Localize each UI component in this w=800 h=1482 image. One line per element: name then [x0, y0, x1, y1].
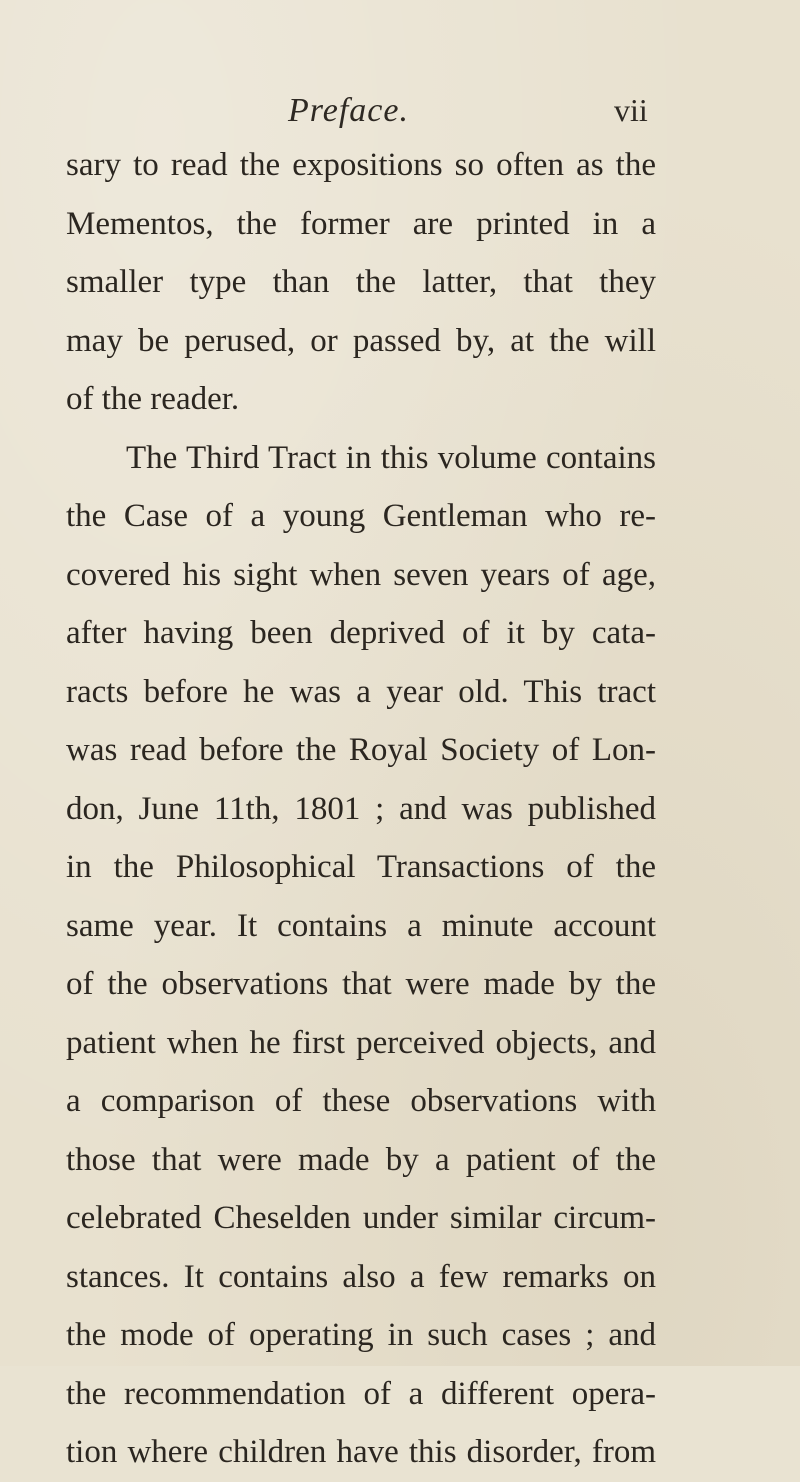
- text-line: racts before he was a year old. This tract: [66, 673, 656, 710]
- text-line: tion where children have this disorder, from: [66, 1434, 656, 1470]
- text-line: after having been deprived of it by cata-: [66, 615, 656, 651]
- text-line: the mode of operating in such cases ; and: [66, 1317, 656, 1353]
- text-line: of the reader.: [66, 381, 240, 417]
- text-line: may be perused, or passed by, at the will: [66, 322, 656, 359]
- text-line: same year. It contains a minute account: [66, 907, 656, 944]
- body-text: [66, 124, 656, 1470]
- text-line: those that were made by a patient of the: [66, 1141, 656, 1178]
- text-line: don, June 11th, 1801 ; and was published: [66, 790, 656, 827]
- text-line: celebrated Cheselden under similar circum-: [66, 1200, 656, 1236]
- text-line: in the Philosophical Transactions of the: [66, 849, 656, 885]
- text-line: a comparison of these observations with: [66, 1083, 656, 1119]
- text-line: smaller type than the latter, that they: [66, 264, 656, 300]
- text-line: the recommendation of a different opera-: [66, 1375, 656, 1412]
- page-number: vii: [614, 92, 648, 128]
- running-head-title: Preface.: [288, 92, 409, 129]
- text-line: covered his sight when seven years of age,: [66, 556, 656, 593]
- text-line: sary to read the expositions so often as the: [66, 147, 656, 183]
- text-line: of the observations that were made by the: [66, 966, 656, 1002]
- text-line: stances. It contains also a few remarks on: [66, 1258, 656, 1295]
- text-line: the Case of a young Gentleman who re-: [66, 498, 656, 534]
- text-line: Mementos, the former are printed in a: [66, 205, 656, 242]
- text-line: patient when he first perceived objects, and: [66, 1024, 656, 1061]
- text-line: was read before the Royal Society of Lon-: [66, 732, 656, 768]
- paragraph-first-line: The Third Tract in this volume contains: [126, 439, 656, 476]
